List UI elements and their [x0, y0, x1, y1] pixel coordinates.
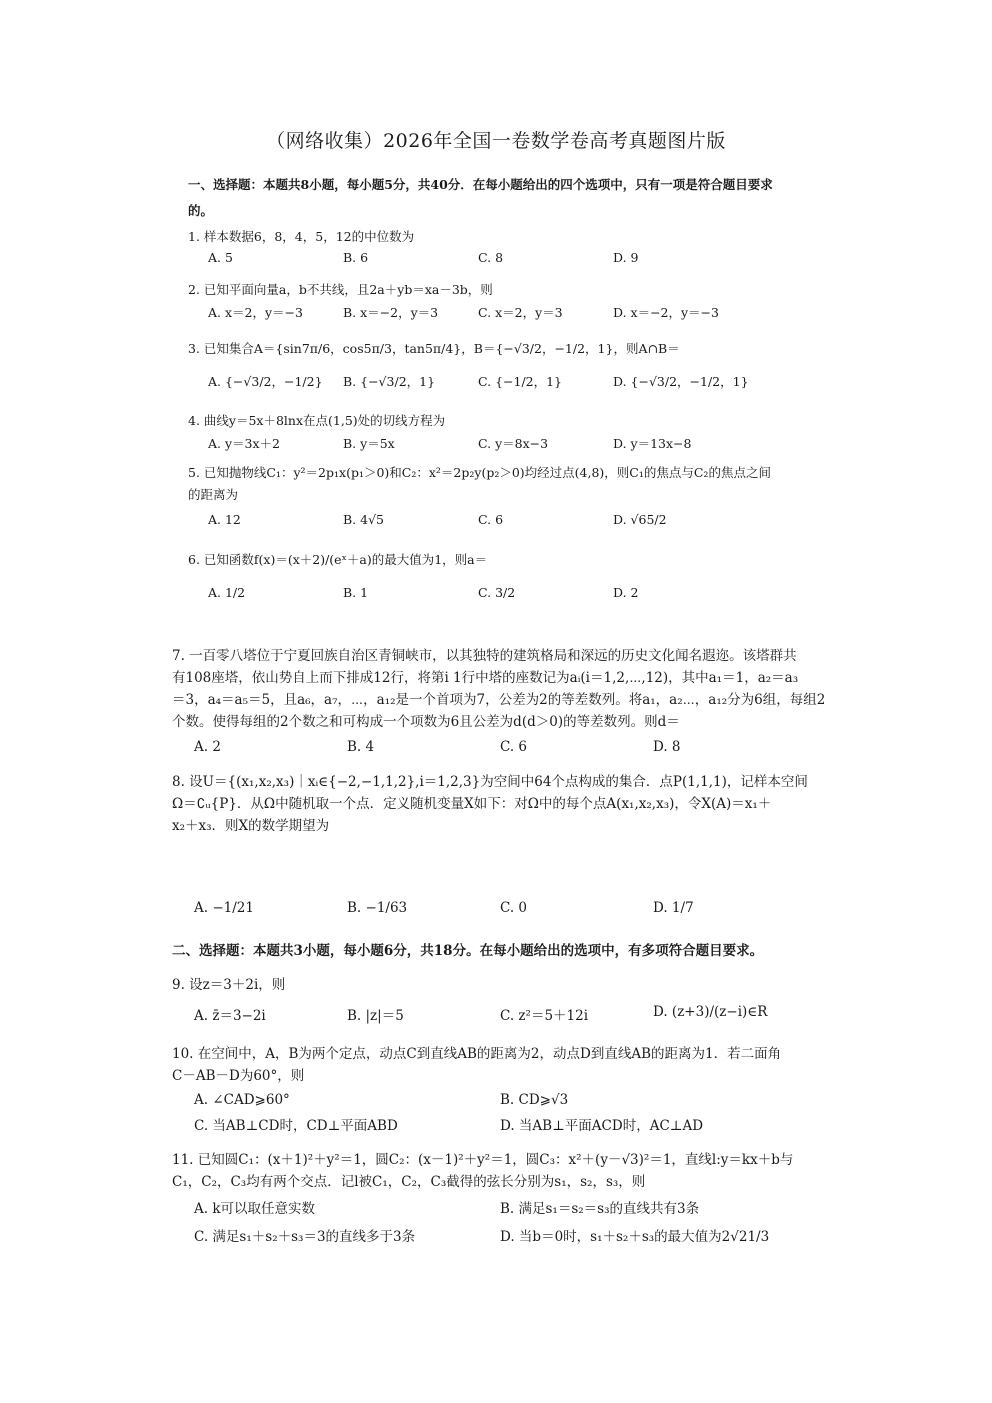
q6-option-a: A. 1/2	[208, 585, 246, 600]
q6-option-c: C. 3/2	[478, 585, 516, 600]
q4-option-b: B. y＝5x	[343, 436, 395, 451]
question-8-line3: x₂＋x₃．则X的数学期望为	[172, 818, 330, 834]
q4-option-c: C. y＝8x−3	[478, 436, 549, 451]
question-3: 3. 已知集合A＝{sin7π/6，cos5π/3，tan5π/4}，B＝{−√3/2，−1/2，1}，则A∩B＝	[188, 341, 680, 356]
q3-option-b: B. {−√3/2，1}	[343, 374, 436, 389]
question-10-options	[194, 1092, 834, 1136]
q8-option-a: A. −1/21	[194, 900, 254, 916]
q8-option-d: D. 1/7	[653, 900, 694, 916]
question-4: 4. 曲线y＝5x＋8lnx在点(1,5)处的切线方程为	[188, 413, 446, 428]
question-11-line2: C₁，C₂，C₃均有两个交点．记l被C₁，C₂，C₃截得的弦长分别为s₁，s₂，s₃，则	[172, 1174, 646, 1190]
question-7-line2: 有108座塔，依山势自上而下排成12行，将第i 1行中塔的座数记为aᵢ(i＝1,2,⋯,12)，其中a₁＝1，a₂＝a₃	[172, 670, 799, 686]
question-11-line1: 11. 已知圆C₁：(x＋1)²＋y²＝1，圆C₂：(x－1)²＋y²＝1，圆C₃：x²＋(y－√3)²＝1，直线l:y＝kx＋b与	[172, 1152, 794, 1168]
q6-option-d: D. 2	[613, 585, 639, 600]
q7-option-d: D. 8	[653, 739, 681, 755]
section1-heading	[188, 172, 808, 224]
q1-option-a: A. 5	[208, 250, 233, 265]
q11-option-c: C. 满足s₁＋s₂＋s₃＝3的直线多于3条	[194, 1229, 416, 1245]
question-11-options	[194, 1197, 834, 1253]
question-6-options	[208, 585, 848, 615]
section2-heading: 二、选择题：本题共3小题，每小题6分，共18分。在每小题给出的选项中，有多项符合题目要求。	[172, 943, 764, 959]
question-4-options	[208, 434, 848, 464]
q9-option-c: C. z²＝5＋12i	[500, 1008, 589, 1024]
q3-option-a: A. {−√3/2，−1/2}	[208, 374, 323, 389]
question-7-line1: 7. 一百零八塔位于宁夏回族自治区青铜峡市，以其独特的建筑格局和深远的历史文化闻名遐迩。该塔群共	[172, 648, 797, 664]
question-7-options	[194, 739, 834, 769]
question-3-options	[208, 372, 848, 402]
question-7	[172, 645, 842, 733]
question-7-line3: ＝3，a₄＝a₅＝5，且a₆，a₇，⋯，a₁₂是一个首项为7，公差为2的等差数列。将a₁，a₂⋯，a₁₂分为6组，每组2	[172, 692, 826, 708]
question-8	[172, 771, 842, 837]
q11-option-b: B. 满足s₁＝s₂＝s₃的直线共有3条	[500, 1201, 700, 1217]
q9-option-b: B. |z|＝5	[347, 1008, 404, 1024]
page-title: （网络收集）2026年全国一卷数学卷高考真题图片版	[266, 130, 726, 152]
q5-option-a: A. 12	[208, 512, 241, 527]
question-8-options	[194, 900, 834, 930]
question-5-line2: 的距离为	[188, 487, 239, 502]
q11-option-a: A. k可以取任意实数	[194, 1201, 316, 1217]
question-8-line1: 8. 设U＝{(x₁,x₂,x₃)｜xᵢ∈{−2,−1,1,2},i＝1,2,3}为空间中64个点构成的集合．点P(1,1,1)，记样本空间	[172, 774, 808, 790]
q8-option-c: C. 0	[500, 900, 528, 916]
question-10	[172, 1043, 842, 1087]
question-7-line4: 个数。使得每组的2个数之和可构成一个项数为6且公差为d(d＞0)的等差数列。则d＝	[172, 714, 680, 730]
question-11	[172, 1149, 842, 1193]
section1-line2: 的。	[188, 203, 214, 218]
q5-option-b: B. 4√5	[343, 512, 385, 527]
section1-line1: 一、选择题：本题共8小题，每小题5分，共40分．在每小题给出的四个选项中，只有一项是符合题目要求	[188, 177, 773, 192]
q3-option-d: D. {−√3/2，−1/2，1}	[613, 374, 749, 389]
question-9: 9. 设z＝3＋2i，则	[172, 977, 286, 993]
q5-option-d: D. √65/2	[613, 512, 667, 527]
question-5-line1: 5. 已知抛物线C₁：y²＝2p₁x(p₁＞0)和C₂：x²＝2p₂y(p₂＞0)均经过点(4,8)，则C₁的焦点与C₂的焦点之间	[188, 465, 771, 480]
q4-option-a: A. y＝3x＋2	[208, 436, 280, 451]
q2-option-d: D. x＝−2，y＝−3	[613, 305, 719, 320]
q9-option-a: A. z̄＝3−2i	[194, 1008, 266, 1024]
question-9-options	[194, 1004, 834, 1034]
question-10-line2: C－AB－D为60°，则	[172, 1068, 305, 1084]
q10-option-a: A. ∠CAD⩾60°	[194, 1092, 290, 1108]
question-10-line1: 10. 在空间中，A，B为两个定点，动点C到直线AB的距离为2，动点D到直线AB的距离为1．若二面角	[172, 1046, 782, 1062]
q8-option-b: B. −1/63	[347, 900, 408, 916]
question-8-line2: Ω＝∁ᵤ{P}．从Ω中随机取一个点．定义随机变量X如下：对Ω中的每个点A(x₁,x₂,x₃)，令X(A)＝x₁＋	[172, 796, 772, 812]
q2-option-b: B. x＝−2，y＝3	[343, 305, 439, 320]
question-2-options	[208, 303, 848, 333]
q3-option-c: C. {−1/2，1}	[478, 374, 563, 389]
q1-option-d: D. 9	[613, 250, 639, 265]
q7-option-c: C. 6	[500, 739, 528, 755]
q4-option-d: D. y＝13x−8	[613, 436, 692, 451]
q10-option-b: B. CD⩾√3	[500, 1092, 569, 1108]
q5-option-c: C. 6	[478, 512, 504, 527]
q10-option-d: D. 当AB⊥平面ACD时，AC⊥AD	[500, 1118, 704, 1134]
q2-option-c: C. x＝2，y＝3	[478, 305, 563, 320]
q2-option-a: A. x＝2，y＝−3	[208, 305, 303, 320]
q11-option-d: D. 当b＝0时，s₁＋s₂＋s₃的最大值为2√21/3	[500, 1229, 770, 1245]
question-1: 1. 样本数据6，8，4，5，12的中位数为	[188, 229, 415, 244]
q10-option-c: C. 当AB⊥CD时，CD⊥平面ABD	[194, 1118, 398, 1134]
question-2: 2. 已知平面向量a，b不共线，且2a＋yb＝xa－3b，则	[188, 282, 493, 297]
question-5	[188, 462, 808, 506]
q1-option-b: B. 6	[343, 250, 369, 265]
q1-option-c: C. 8	[478, 250, 504, 265]
q6-option-b: B. 1	[343, 585, 369, 600]
q9-option-d: D. (z+3)/(z−i)∈R	[653, 1004, 768, 1020]
question-5-options	[208, 512, 848, 542]
question-6: 6. 已知函数f(x)＝(x＋2)/(eˣ＋a)的最大值为1，则a＝	[188, 552, 488, 567]
q7-option-b: B. 4	[347, 739, 375, 755]
question-1-options	[208, 250, 848, 280]
q7-option-a: A. 2	[194, 739, 221, 755]
